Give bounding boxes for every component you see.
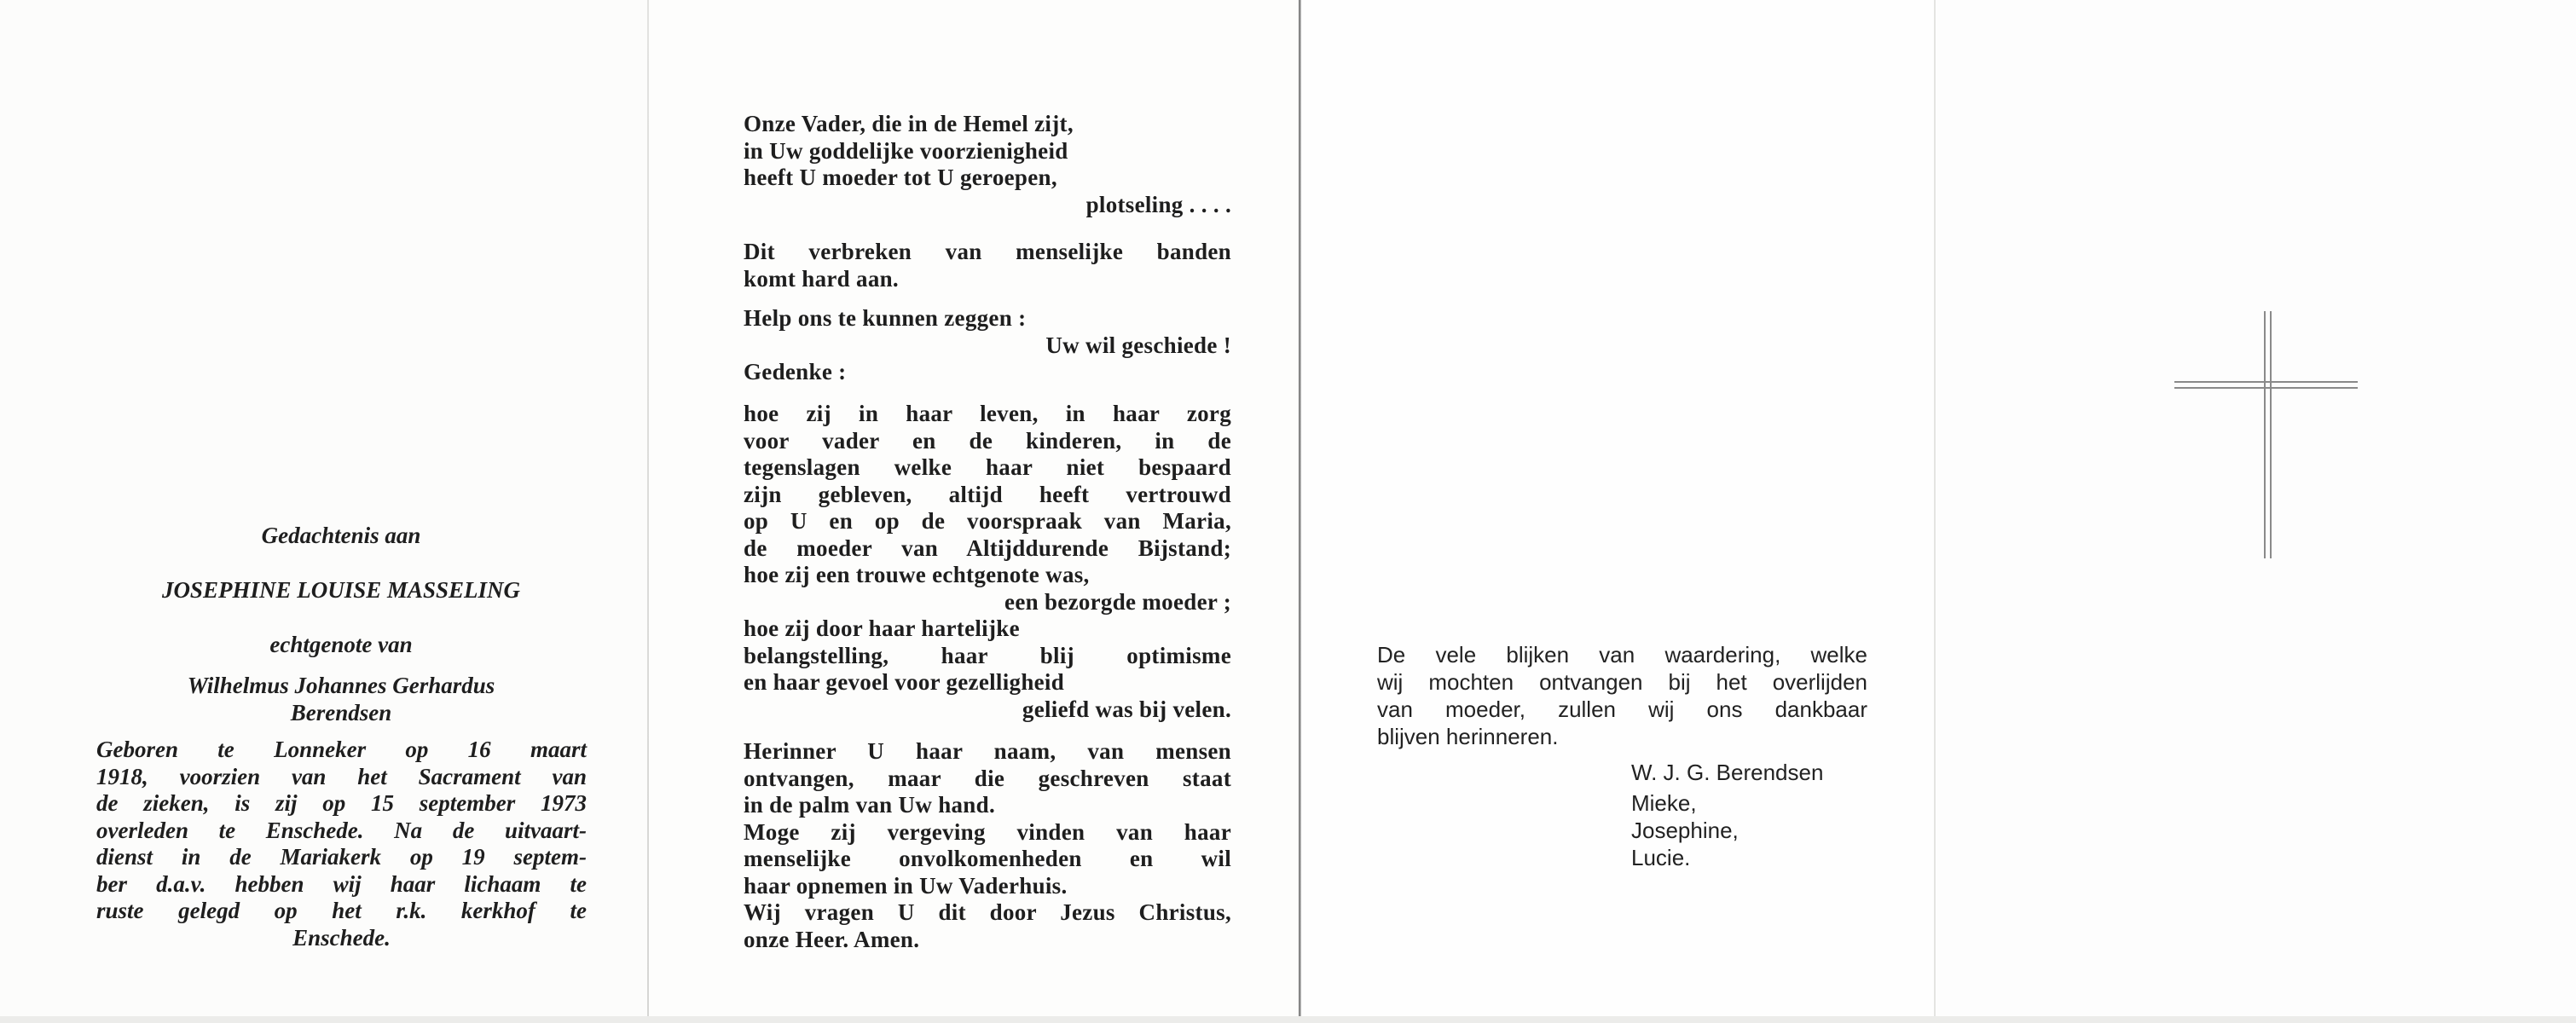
signature-line: Josephine, [1631, 818, 1739, 843]
signature-line: Mieke, [1631, 790, 1697, 816]
prayer-line: en haar gevoel voor gezelligheid [744, 669, 1065, 695]
fold-line [1934, 0, 1936, 1023]
spouse-surname: Berendsen [290, 700, 392, 725]
panel-cross [1936, 0, 2576, 1023]
prayer-line: voor vader en de kinderen, in de [744, 427, 1231, 454]
deceased-name: JOSEPHINE LOUISE MASSELING [161, 577, 521, 603]
prayer-line: hoe zij in haar leven, in haar zorg [744, 401, 1231, 426]
prayer-line: onze Heer. Amen. [744, 926, 920, 952]
prayer-line: in Uw goddelijke voorzienigheid [744, 137, 1068, 164]
prayer-block-3 [744, 305, 1231, 386]
prayer-line: hoe zij door haar hartelijke [744, 616, 1020, 641]
fold-line [647, 0, 649, 1023]
prayer-block-4 [744, 401, 1231, 723]
prayer-line: Help ons te kunnen zeggen : [744, 305, 1027, 331]
memorial-title: Gedachtenis aan [261, 523, 421, 548]
prayer-line: haar opnemen in Uw Vaderhuis. [744, 872, 1068, 899]
spouse-label: echtgenote van [269, 632, 413, 657]
prayer-line: Herinner U haar naam, van mensen [744, 738, 1231, 764]
prayer-line: Uw wil geschiede ! [1045, 332, 1231, 358]
prayer-block-2 [744, 239, 1231, 292]
prayer-line: heeft U moeder tot U geroepen, [744, 165, 1057, 190]
card-bottom-edge [0, 1016, 2576, 1023]
bio-line: de zieken, is zij op 15 september 1973 [96, 790, 587, 816]
bio-line: ber d.a.v. hebben wij haar lichaam te [96, 870, 587, 897]
bio-line: dienst in de Mariakerk op 19 septem- [96, 844, 587, 870]
spouse-name: Wilhelmus Johannes Gerhardus [187, 673, 495, 698]
prayer-line: Moge zij vergeving vinden van haar [744, 818, 1231, 845]
prayer-line: op U en op de voorspraak van Maria, [744, 508, 1231, 534]
thanks-line: wij mochten ontvangen bij het overlijden [1377, 669, 1867, 695]
bio-line: Enschede. [292, 924, 391, 951]
signatures [1631, 759, 1823, 871]
signature-line: Lucie. [1631, 845, 1691, 870]
bio-line: Geboren te Lonneker op 16 maart [96, 737, 587, 762]
thanks-message [1377, 641, 1867, 750]
prayer-block-1 [744, 111, 1231, 218]
fold-line [1299, 0, 1301, 1023]
prayer-line: tegenslagen welke haar niet bespaard [744, 454, 1231, 480]
prayer-line: plotseling . . . . [1085, 191, 1231, 217]
thanks-line: van moeder, zullen wij ons dankbaar [1377, 696, 1867, 722]
prayer-line: de moeder van Altijddurende Bijstand; [744, 535, 1231, 561]
bio-line: overleden te Enschede. Na de uitvaart- [96, 817, 587, 843]
signature-line: W. J. G. Berendsen [1631, 760, 1824, 785]
bio-line: 1918, voorzien van het Sacrament van [96, 763, 587, 789]
prayer-line: een bezorgde moeder ; [1004, 588, 1231, 615]
prayer-line: ontvangen, maar die geschreven staat [744, 765, 1231, 791]
prayer-line: hoe zij een trouwe echtgenote was, [744, 562, 1090, 587]
prayer-line: Wij vragen U dit door Jezus Christus, [744, 899, 1231, 925]
thanks-line: blijven herinneren. [1377, 724, 1559, 749]
prayer-block-5 [744, 738, 1231, 953]
bio-line: ruste gelegd op het r.k. kerkhof te [96, 898, 587, 923]
prayer-line: menselijke onvolkomenheden en wil [744, 846, 1231, 871]
biography [96, 737, 587, 951]
prayer-line: belangstelling, haar blij optimisme [744, 642, 1231, 668]
prayer-line: komt hard aan. [744, 265, 899, 292]
prayer-line: in de palm van Uw hand. [744, 792, 995, 818]
prayer-line: zijn gebleven, altijd heeft vertrouwd [744, 481, 1231, 507]
prayer-line: Onze Vader, die in de Hemel zijt, [744, 111, 1074, 136]
prayer-line: Gedenke : [744, 359, 847, 384]
prayer-line: geliefd was bij velen. [1022, 696, 1231, 722]
panel-thanks [1300, 0, 1936, 1023]
thanks-line: De vele blijken van waardering, welke [1377, 642, 1867, 668]
prayer-line: Dit verbreken van menselijke banden [744, 239, 1231, 264]
